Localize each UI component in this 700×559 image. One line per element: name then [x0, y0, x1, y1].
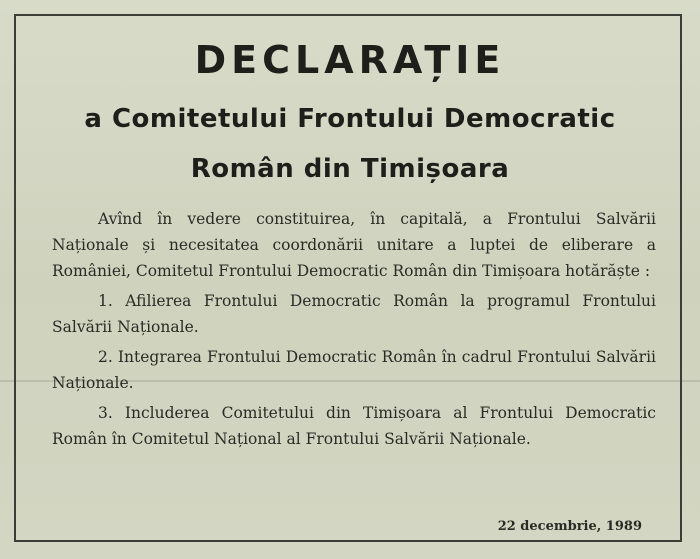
intro-paragraph: Avînd în vedere constituirea, în capitală, a Frontului Salvării Naționale și necesitatea coordonării unitare a luptei de eliberare a României, Comitetul Frontului Democratic Român din Timișoara hotărăște :: [52, 210, 656, 280]
declaration-body: [52, 206, 656, 456]
declaration-subtitle-line-2: Român din Timișoara: [190, 154, 510, 184]
point-1: 1. Afilierea Frontului Democratic Român la programul Frontului Salvării Naționale.: [52, 292, 656, 336]
declaration-title: DECLARAȚIE: [194, 38, 506, 82]
point-2: 2. Integrarea Frontului Democratic Român în cadrul Frontului Salvării Naționale.: [52, 348, 656, 392]
point-3: 3. Includerea Comitetului din Timișoara al Frontului Democratic Român în Comitetul Național al Frontului Salvării Naționale.: [52, 404, 656, 448]
declaration-date: 22 decembrie, 1989: [497, 519, 642, 534]
declaration-subtitle-line-1: a Comitetului Frontului Democratic: [84, 104, 616, 134]
